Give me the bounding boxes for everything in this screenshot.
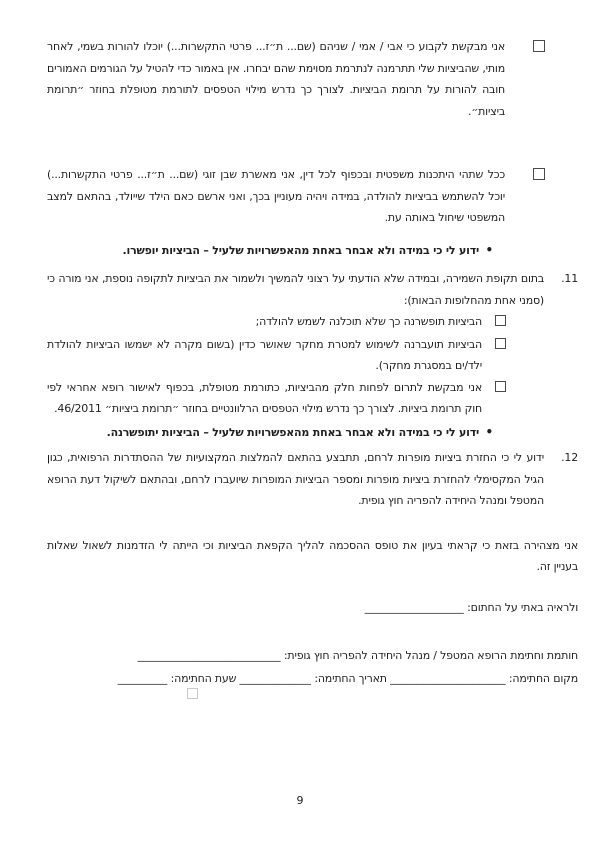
signature-place-date-time-row <box>47 668 578 690</box>
doctor-signature-row <box>47 645 578 667</box>
note-eggs-thawed-text: ידוע לי כי במידה ולא אבחר באחת מהאפשרויות שלעיל – הביציות יופשרו. <box>122 243 479 257</box>
consent-option-partner-text: ככל שתהי היתכנות משפטית ובכפוף לכל דין, אני מאשרת שבן זוגי (שם... ת״ז... פרטי התקשרות...) יוכל להשתמש בביציות להולדה, במידה ויהיה מעוניין בכך, ואני ארשם כאם הילד שייולד, בהתאם למצב המשפטי שיחול באותה עת. <box>47 168 505 224</box>
checkbox-marker-col <box>505 164 545 229</box>
bullet-icon: • <box>485 242 493 257</box>
note-eggs-thawed-2-text: ידוע לי כי במידה ולא אבחר באחת מהאפשרויות שלעיל – הביציות יתופשרנה. <box>106 425 479 439</box>
option-donate <box>47 377 506 420</box>
signature-date-label: תאריך החתימה: <box>314 671 387 685</box>
checkbox-marker-col <box>482 334 506 377</box>
item-11-number: 11. <box>561 272 578 285</box>
bullet-marker-col <box>479 422 493 444</box>
donate-checkbox-icon[interactable] <box>495 381 506 392</box>
doctor-signature-label: חותמת וחתימת הרופא המטפל / מנהל היחידה להפריה חוץ גופית: <box>283 649 578 662</box>
page-number: 9 <box>296 794 304 807</box>
partner-option-checkbox-icon[interactable] <box>533 168 545 180</box>
declaration-paragraph: אני מצהירה בזאת כי קראתי בעיון את טופס ההסכמה להליך הקפאת הביציות וכי הייתה לי הזדמנות לשאול שאלות בעניין זה. <box>47 538 578 573</box>
parents-option-checkbox-icon[interactable] <box>533 40 545 52</box>
signature-place-field[interactable]: _____________________ <box>390 671 506 685</box>
signature-place-label: מקום החתימה: <box>508 671 578 685</box>
option-thaw-unusable-text: הביציות תופשרנה כך שלא תוכלנה לשמש להולדה; <box>255 315 482 328</box>
consent-option-partner <box>47 164 545 229</box>
signature-time-field[interactable]: _________ <box>117 671 168 685</box>
item-12-number: 12. <box>561 451 578 464</box>
thaw-unusable-checkbox-icon[interactable] <box>495 315 506 326</box>
option-donate-text: אני מבקשת לתרום לפחות חלק מהביציות, כתורמת מטופלת, בכפוף לאישור רופא אחראי לפי חוק תרומת ביציות. לצורך כך נדרש מילוי הטפסים הרלוונטיים בחוזר ״תרומת ביציות״ 46/2011. <box>47 380 482 415</box>
item-11 <box>47 268 578 311</box>
consent-option-parents-text: אני מבקשת לקבוע כי אבי / אמי / שניהם (שם... ת״ז... פרטי התקשרות...) יוכלו להורות בשמי, לאחר מותי, שהביציות שלי תתרמנה לנתרמת מסוימת שהם יבחרו. אין באמור כדי להטיל על הגורמים האמורים חובה להורות על תרומת הביציות. לצורך כך נדרש מילוי הטפסים לתורמת מטופלת בחוזר ״תרומת ביציות״. <box>47 40 505 118</box>
signature-time-label: שעת החתימה: <box>170 671 237 685</box>
consent-option-parents <box>47 36 545 122</box>
research-checkbox-icon[interactable] <box>495 338 506 349</box>
checkbox-marker-col <box>482 311 506 334</box>
item-11-text: בתום תקופת השמירה, ובמידה שלא הודעתי על רצוני להמשיך ולשמור את הביציות לתקופה נוספת, אני מורה כי (סמני אחת מהחלופות הבאות): <box>47 272 544 307</box>
checkbox-marker-col <box>505 36 545 122</box>
bullet-marker-col <box>479 240 493 262</box>
option-research <box>47 334 506 377</box>
witness-signature-label: ולראיה באתי על החתום: <box>467 600 578 614</box>
witness-signature-field[interactable]: __________________ <box>364 600 464 614</box>
witness-signature-row <box>47 597 578 619</box>
item-12-text: ידוע לי כי החזרת ביציות מופרות לרחם, תתבצע בהתאם להמלצות המקצועיות של ההסתדרות הרפואית, כגון הגיל המקסימלי להחזרת ביציות מופרות ומספר הביציות המופרות שיועברו לרחם, ובהתאם לשיקול דעת הרופא המטפל ומנהל היחידה להפריה חוץ גופית. <box>47 451 544 507</box>
signature-date-field[interactable]: _____________ <box>239 671 312 685</box>
note-eggs-thawed-2 <box>47 422 493 444</box>
note-eggs-thawed <box>47 240 493 262</box>
option-research-text: הביציות תועברנה לשימוש למטרת מחקר שאושר כדין (בשום מקרה לא ישמשו הביציות להולדת ילד/ים במסגרת מחקר). <box>47 337 482 372</box>
empty-checkbox-artifact-icon <box>187 688 198 699</box>
bullet-icon: • <box>485 424 493 439</box>
checkbox-marker-col <box>482 377 506 420</box>
option-thaw-unusable <box>47 311 506 334</box>
doctor-signature-field[interactable]: __________________________ <box>137 649 281 662</box>
item-12 <box>47 447 578 512</box>
